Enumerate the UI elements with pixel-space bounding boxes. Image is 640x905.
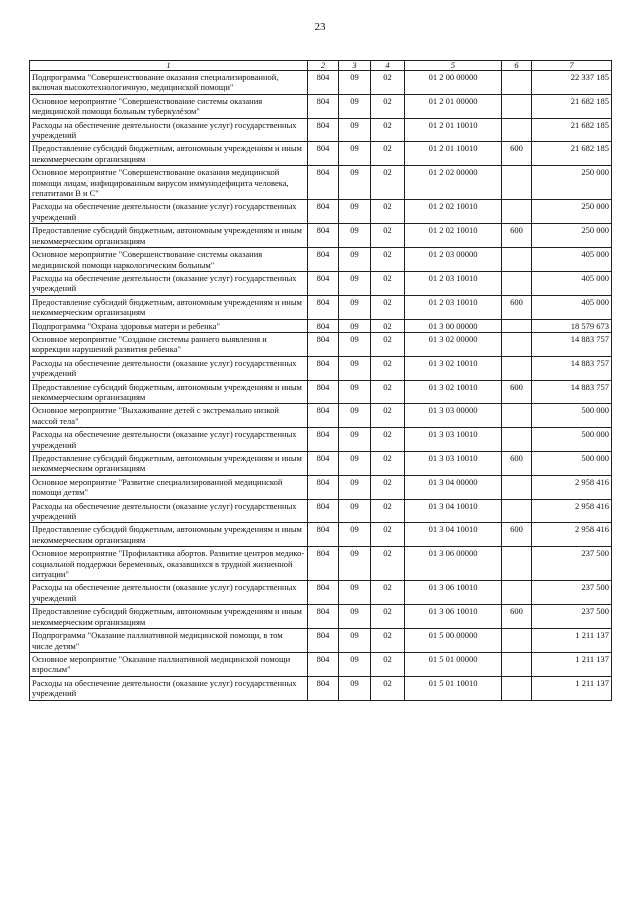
- ministry-code: 804: [308, 356, 339, 380]
- subsection-code: 02: [371, 499, 405, 523]
- amount: 22 337 185: [532, 71, 612, 95]
- target-article-code: 01 5 00 00000: [405, 629, 502, 653]
- section-code: 09: [339, 319, 371, 332]
- section-code: 09: [339, 118, 371, 142]
- expense-type-code: [502, 118, 532, 142]
- ministry-code: 804: [308, 652, 339, 676]
- row-name: Подпрограмма "Совершенствование оказания специализированной, включая высокотехнологичную, медицинской помощи": [30, 71, 308, 95]
- ministry-code: 804: [308, 295, 339, 319]
- table-row: [30, 356, 612, 380]
- amount: 250 000: [532, 224, 612, 248]
- row-name: Предоставление субсидий бюджетным, автономным учреждениям и иным некоммерческим организациям: [30, 523, 308, 547]
- section-code: 09: [339, 332, 371, 356]
- table-row: [30, 224, 612, 248]
- target-article-code: 01 2 01 10010: [405, 142, 502, 166]
- expense-type-code: [502, 71, 532, 95]
- ministry-code: 804: [308, 200, 339, 224]
- expense-type-code: [502, 94, 532, 118]
- row-name: Предоставление субсидий бюджетным, автономным учреждениям и иным некоммерческим организациям: [30, 605, 308, 629]
- target-article-code: 01 3 03 10010: [405, 428, 502, 452]
- ministry-code: 804: [308, 475, 339, 499]
- target-article-code: 01 5 01 00000: [405, 652, 502, 676]
- subsection-code: 02: [371, 523, 405, 547]
- target-article-code: 01 3 00 00000: [405, 319, 502, 332]
- target-article-code: 01 2 03 10010: [405, 295, 502, 319]
- amount: 237 500: [532, 605, 612, 629]
- expense-type-code: [502, 404, 532, 428]
- table-row: [30, 248, 612, 272]
- subsection-code: 02: [371, 71, 405, 95]
- amount: 2 958 416: [532, 475, 612, 499]
- amount: 2 958 416: [532, 523, 612, 547]
- table-row: [30, 652, 612, 676]
- target-article-code: 01 2 00 00000: [405, 71, 502, 95]
- ministry-code: 804: [308, 142, 339, 166]
- section-code: 09: [339, 248, 371, 272]
- table-row: [30, 332, 612, 356]
- section-code: 09: [339, 523, 371, 547]
- ministry-code: 804: [308, 605, 339, 629]
- row-name: Основное мероприятие "Создание системы раннего выявления и коррекции нарушений развития ребенка": [30, 332, 308, 356]
- expense-type-code: [502, 248, 532, 272]
- expense-type-code: 600: [502, 452, 532, 476]
- expense-type-code: [502, 652, 532, 676]
- expense-type-code: [502, 475, 532, 499]
- amount: 500 000: [532, 404, 612, 428]
- table-row: [30, 142, 612, 166]
- subsection-code: 02: [371, 629, 405, 653]
- row-name: Подпрограмма "Оказание паллиативной медицинской помощи, в том числе детям": [30, 629, 308, 653]
- amount: 405 000: [532, 295, 612, 319]
- ministry-code: 804: [308, 332, 339, 356]
- section-code: 09: [339, 499, 371, 523]
- row-name: Предоставление субсидий бюджетным, автономным учреждениям и иным некоммерческим организациям: [30, 380, 308, 404]
- target-article-code: 01 2 02 10010: [405, 200, 502, 224]
- section-code: 09: [339, 605, 371, 629]
- target-article-code: 01 3 02 10010: [405, 380, 502, 404]
- subsection-code: 02: [371, 332, 405, 356]
- column-header-6: 6: [502, 61, 532, 71]
- amount: 237 500: [532, 547, 612, 581]
- subsection-code: 02: [371, 271, 405, 295]
- section-code: 09: [339, 142, 371, 166]
- table-row: [30, 581, 612, 605]
- amount: 14 883 757: [532, 356, 612, 380]
- table-row: [30, 629, 612, 653]
- row-name: Расходы на обеспечение деятельности (оказание услуг) государственных учреждений: [30, 676, 308, 700]
- target-article-code: 01 3 04 00000: [405, 475, 502, 499]
- expense-type-code: 600: [502, 295, 532, 319]
- target-article-code: 01 2 03 00000: [405, 248, 502, 272]
- amount: 250 000: [532, 166, 612, 200]
- expense-type-code: 600: [502, 380, 532, 404]
- budget-table: [29, 60, 612, 701]
- ministry-code: 804: [308, 166, 339, 200]
- table-row: [30, 605, 612, 629]
- target-article-code: 01 3 02 00000: [405, 332, 502, 356]
- ministry-code: 804: [308, 404, 339, 428]
- expense-type-code: [502, 581, 532, 605]
- target-article-code: 01 3 03 00000: [405, 404, 502, 428]
- row-name: Расходы на обеспечение деятельности (оказание услуг) государственных учреждений: [30, 499, 308, 523]
- amount: 21 682 185: [532, 118, 612, 142]
- target-article-code: 01 2 01 10010: [405, 118, 502, 142]
- amount: 500 000: [532, 428, 612, 452]
- row-name: Предоставление субсидий бюджетным, автономным учреждениям и иным некоммерческим организациям: [30, 224, 308, 248]
- target-article-code: 01 3 04 10010: [405, 499, 502, 523]
- subsection-code: 02: [371, 652, 405, 676]
- ministry-code: 804: [308, 319, 339, 332]
- ministry-code: 804: [308, 94, 339, 118]
- section-code: 09: [339, 581, 371, 605]
- subsection-code: 02: [371, 452, 405, 476]
- target-article-code: 01 3 02 10010: [405, 356, 502, 380]
- column-header-2: 2: [308, 61, 339, 71]
- subsection-code: 02: [371, 581, 405, 605]
- target-article-code: 01 2 01 00000: [405, 94, 502, 118]
- subsection-code: 02: [371, 547, 405, 581]
- table-row: [30, 118, 612, 142]
- section-code: 09: [339, 428, 371, 452]
- table-row: [30, 428, 612, 452]
- subsection-code: 02: [371, 605, 405, 629]
- table-row: [30, 404, 612, 428]
- ministry-code: 804: [308, 629, 339, 653]
- section-code: 09: [339, 94, 371, 118]
- row-name: Расходы на обеспечение деятельности (оказание услуг) государственных учреждений: [30, 118, 308, 142]
- column-header-1: 1: [30, 61, 308, 71]
- ministry-code: 804: [308, 224, 339, 248]
- row-name: Основное мероприятие "Совершенствование оказания медицинской помощи лицам, инфицированным вирусом иммунодефицита человека, гепатитами В и С": [30, 166, 308, 200]
- expense-type-code: 600: [502, 523, 532, 547]
- target-article-code: 01 2 02 10010: [405, 224, 502, 248]
- expense-type-code: [502, 356, 532, 380]
- ministry-code: 804: [308, 581, 339, 605]
- table-row: [30, 547, 612, 581]
- column-header-5: 5: [405, 61, 502, 71]
- target-article-code: 01 3 06 00000: [405, 547, 502, 581]
- row-name: Основное мероприятие "Выхаживание детей с экстремально низкой массой тела": [30, 404, 308, 428]
- row-name: Основное мероприятие "Оказание паллиативной медицинской помощи взрослым": [30, 652, 308, 676]
- expense-type-code: [502, 319, 532, 332]
- row-name: Основное мероприятие "Развитие специализированной медицинской помощи детям": [30, 475, 308, 499]
- ministry-code: 804: [308, 547, 339, 581]
- amount: 2 958 416: [532, 499, 612, 523]
- section-code: 09: [339, 404, 371, 428]
- expense-type-code: [502, 271, 532, 295]
- row-name: Основное мероприятие "Совершенствование системы оказания медицинской помощи наркологическим больным": [30, 248, 308, 272]
- expense-type-code: [502, 676, 532, 700]
- ministry-code: 804: [308, 118, 339, 142]
- subsection-code: 02: [371, 142, 405, 166]
- section-code: 09: [339, 652, 371, 676]
- table-row: [30, 475, 612, 499]
- amount: 500 000: [532, 452, 612, 476]
- section-code: 09: [339, 676, 371, 700]
- expense-type-code: 600: [502, 224, 532, 248]
- target-article-code: 01 3 03 10010: [405, 452, 502, 476]
- row-name: Подпрограмма "Охрана здоровья матери и ребенка": [30, 319, 308, 332]
- amount: 21 682 185: [532, 142, 612, 166]
- target-article-code: 01 3 06 10010: [405, 605, 502, 629]
- section-code: 09: [339, 629, 371, 653]
- row-name: Предоставление субсидий бюджетным, автономным учреждениям и иным некоммерческим организациям: [30, 295, 308, 319]
- expense-type-code: [502, 200, 532, 224]
- subsection-code: 02: [371, 380, 405, 404]
- column-header-4: 4: [371, 61, 405, 71]
- ministry-code: 804: [308, 380, 339, 404]
- subsection-code: 02: [371, 94, 405, 118]
- target-article-code: 01 2 03 10010: [405, 271, 502, 295]
- section-code: 09: [339, 295, 371, 319]
- row-name: Расходы на обеспечение деятельности (оказание услуг) государственных учреждений: [30, 428, 308, 452]
- row-name: Основное мероприятие "Профилактика абортов. Развитие центров медико-социальной поддержки беременных, оказавшихся в трудной жизненной ситуации": [30, 547, 308, 581]
- target-article-code: 01 3 04 10010: [405, 523, 502, 547]
- expense-type-code: [502, 499, 532, 523]
- amount: 14 883 757: [532, 380, 612, 404]
- amount: 1 211 137: [532, 676, 612, 700]
- expense-type-code: [502, 166, 532, 200]
- ministry-code: 804: [308, 523, 339, 547]
- row-name: Расходы на обеспечение деятельности (оказание услуг) государственных учреждений: [30, 581, 308, 605]
- subsection-code: 02: [371, 404, 405, 428]
- section-code: 09: [339, 166, 371, 200]
- table-row: [30, 71, 612, 95]
- page-number: 23: [314, 21, 326, 33]
- subsection-code: 02: [371, 200, 405, 224]
- table-row: [30, 295, 612, 319]
- table-row: [30, 94, 612, 118]
- table-row: [30, 452, 612, 476]
- section-code: 09: [339, 380, 371, 404]
- expense-type-code: [502, 629, 532, 653]
- section-code: 09: [339, 224, 371, 248]
- expense-type-code: [502, 332, 532, 356]
- table-row: [30, 523, 612, 547]
- amount: 1 211 137: [532, 629, 612, 653]
- ministry-code: 804: [308, 428, 339, 452]
- table-row: [30, 271, 612, 295]
- column-number-row: [30, 61, 612, 71]
- section-code: 09: [339, 475, 371, 499]
- subsection-code: 02: [371, 118, 405, 142]
- subsection-code: 02: [371, 475, 405, 499]
- expense-type-code: 600: [502, 142, 532, 166]
- table-row: [30, 676, 612, 700]
- subsection-code: 02: [371, 356, 405, 380]
- row-name: Расходы на обеспечение деятельности (оказание услуг) государственных учреждений: [30, 200, 308, 224]
- subsection-code: 02: [371, 676, 405, 700]
- ministry-code: 804: [308, 452, 339, 476]
- target-article-code: 01 3 06 10010: [405, 581, 502, 605]
- expense-type-code: [502, 428, 532, 452]
- target-article-code: 01 5 01 10010: [405, 676, 502, 700]
- row-name: Основное мероприятие "Совершенствование системы оказания медицинской помощи больным туберкулёзом": [30, 94, 308, 118]
- row-name: Расходы на обеспечение деятельности (оказание услуг) государственных учреждений: [30, 271, 308, 295]
- amount: 21 682 185: [532, 94, 612, 118]
- amount: 237 500: [532, 581, 612, 605]
- table-row: [30, 200, 612, 224]
- column-header-7: 7: [532, 61, 612, 71]
- table-row: [30, 380, 612, 404]
- subsection-code: 02: [371, 319, 405, 332]
- amount: 405 000: [532, 248, 612, 272]
- amount: 14 883 757: [532, 332, 612, 356]
- section-code: 09: [339, 547, 371, 581]
- table-row: [30, 499, 612, 523]
- column-header-3: 3: [339, 61, 371, 71]
- row-name: Расходы на обеспечение деятельности (оказание услуг) государственных учреждений: [30, 356, 308, 380]
- subsection-code: 02: [371, 166, 405, 200]
- table-row: [30, 319, 612, 332]
- row-name: Предоставление субсидий бюджетным, автономным учреждениям и иным некоммерческим организациям: [30, 142, 308, 166]
- subsection-code: 02: [371, 428, 405, 452]
- section-code: 09: [339, 356, 371, 380]
- expense-type-code: 600: [502, 605, 532, 629]
- section-code: 09: [339, 271, 371, 295]
- ministry-code: 804: [308, 248, 339, 272]
- ministry-code: 804: [308, 71, 339, 95]
- target-article-code: 01 2 02 00000: [405, 166, 502, 200]
- subsection-code: 02: [371, 295, 405, 319]
- section-code: 09: [339, 71, 371, 95]
- subsection-code: 02: [371, 224, 405, 248]
- ministry-code: 804: [308, 271, 339, 295]
- amount: 18 579 673: [532, 319, 612, 332]
- ministry-code: 804: [308, 676, 339, 700]
- section-code: 09: [339, 200, 371, 224]
- table-row: [30, 166, 612, 200]
- amount: 405 000: [532, 271, 612, 295]
- section-code: 09: [339, 452, 371, 476]
- amount: 1 211 137: [532, 652, 612, 676]
- expense-type-code: [502, 547, 532, 581]
- ministry-code: 804: [308, 499, 339, 523]
- subsection-code: 02: [371, 248, 405, 272]
- amount: 250 000: [532, 200, 612, 224]
- row-name: Предоставление субсидий бюджетным, автономным учреждениям и иным некоммерческим организациям: [30, 452, 308, 476]
